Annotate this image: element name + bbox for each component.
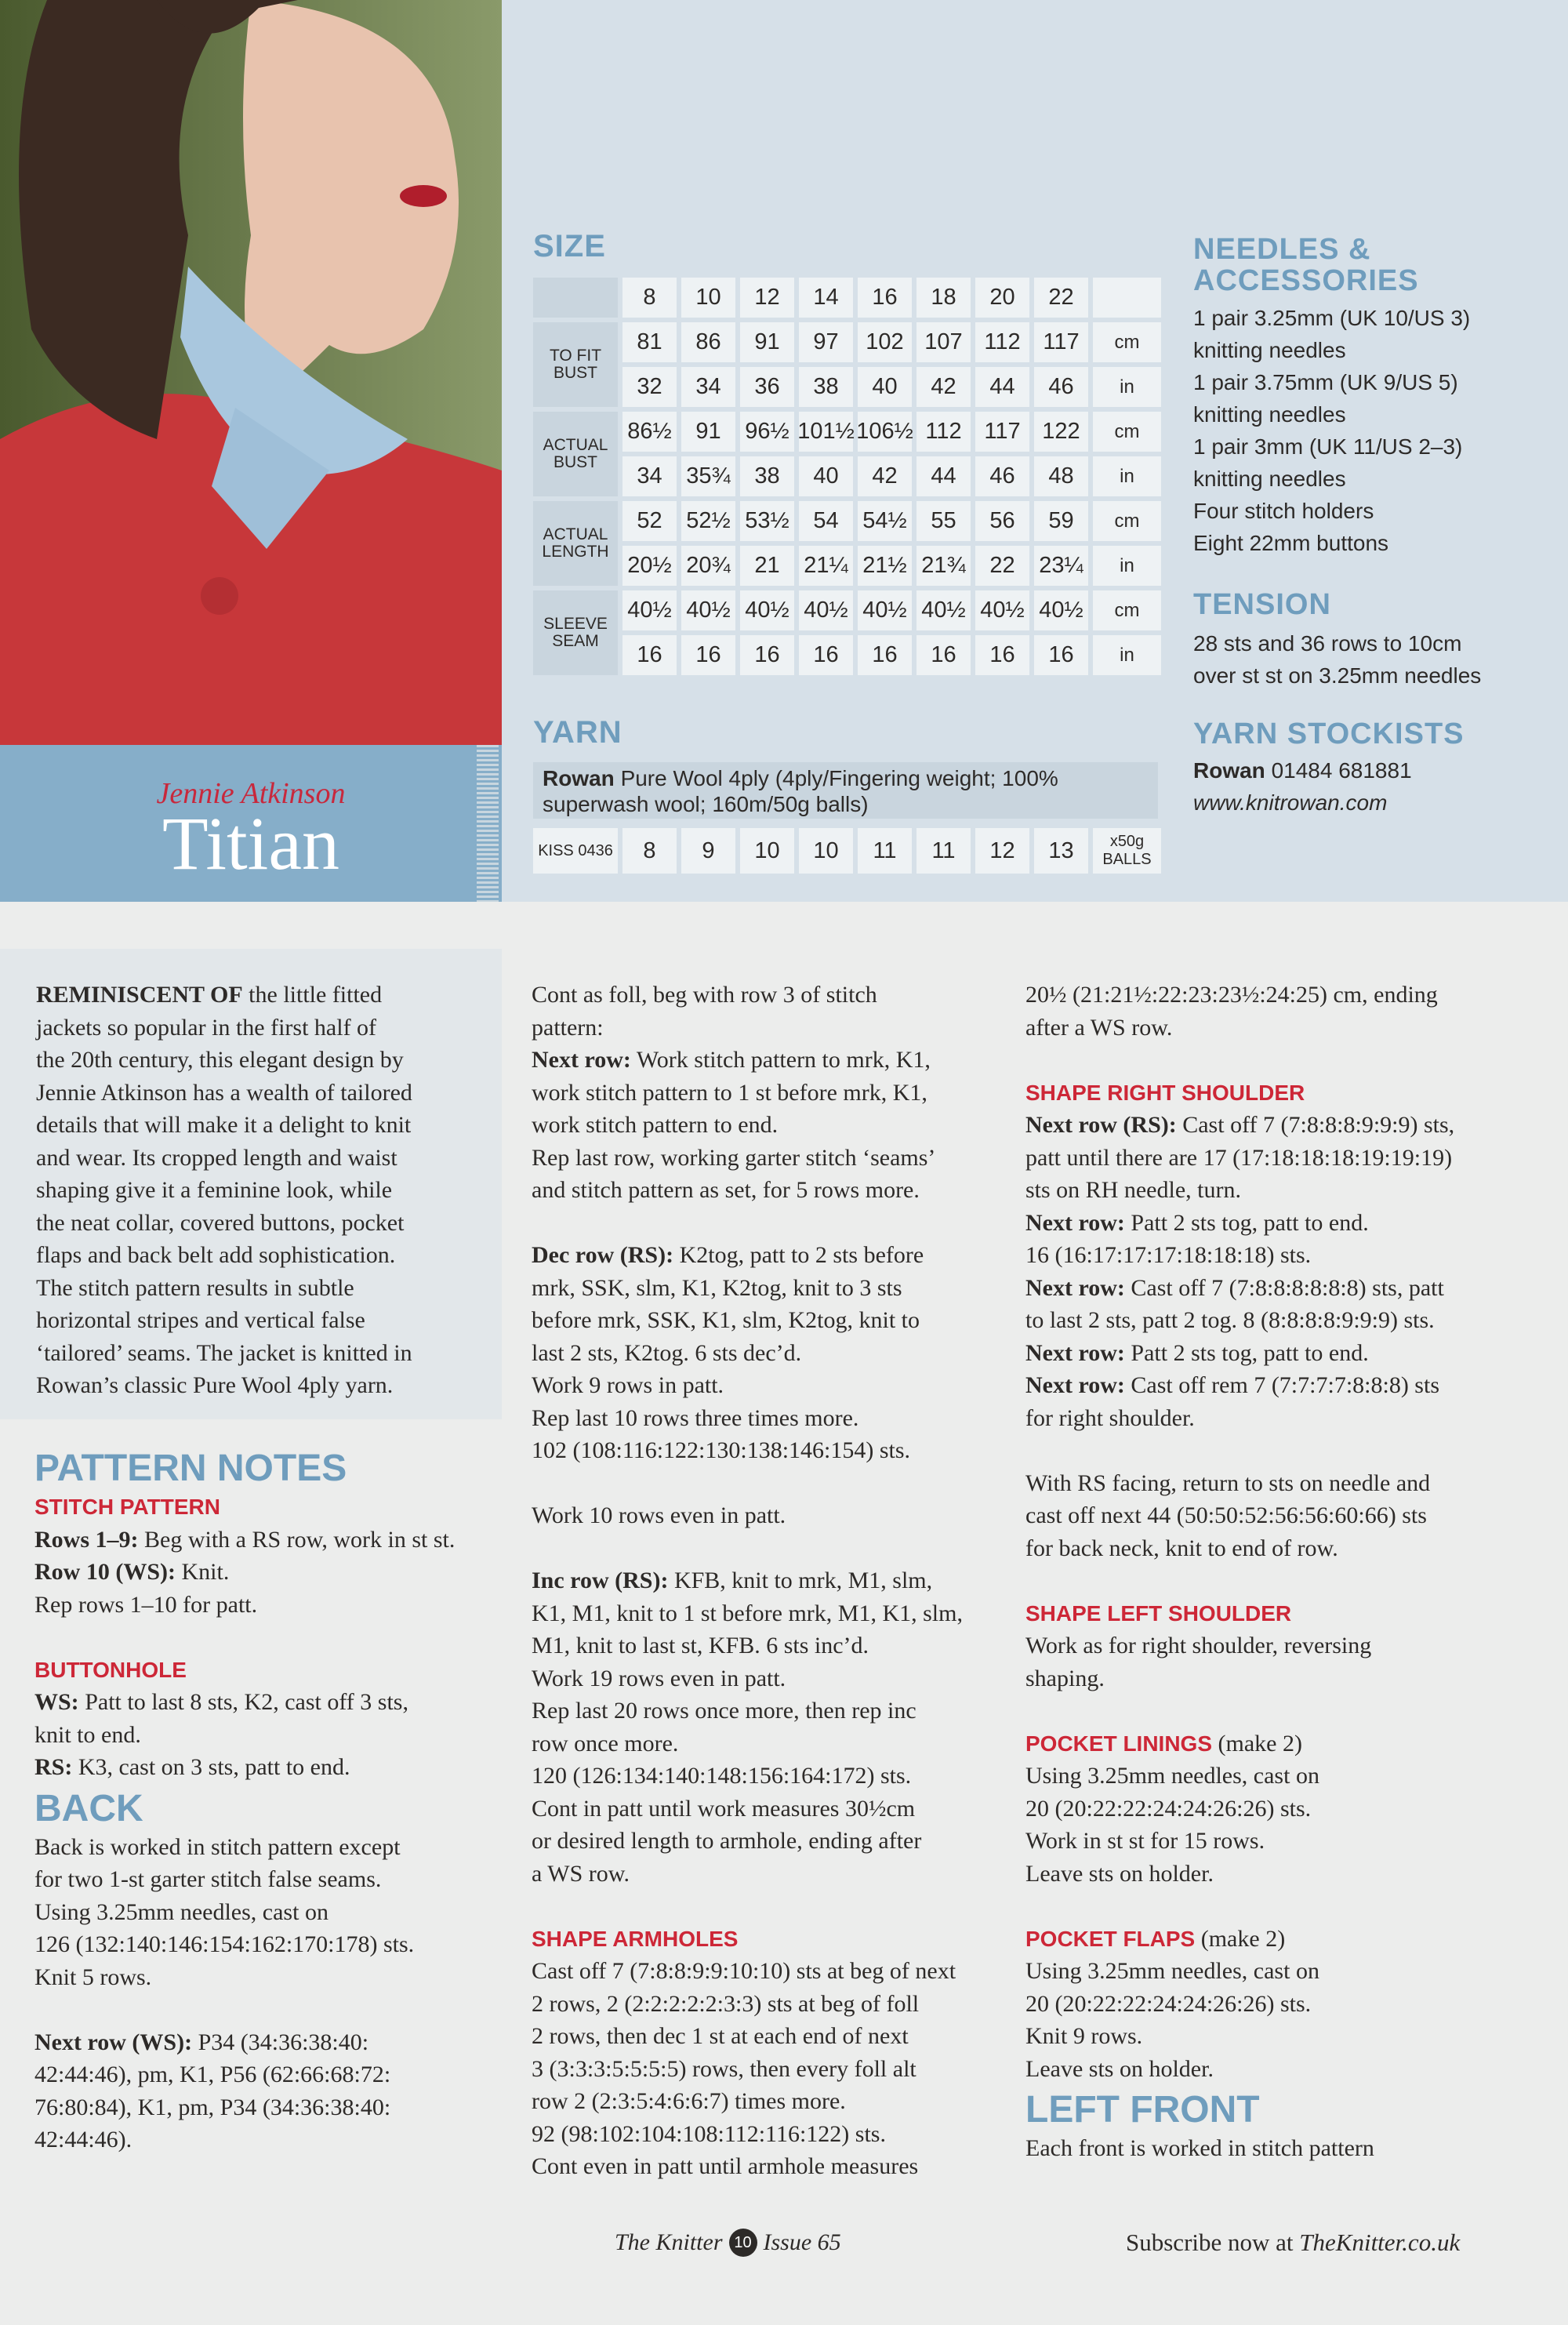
- issue-number: Issue 65: [763, 2229, 841, 2255]
- intro-line: the 20th century, this elegant design by: [36, 1047, 404, 1073]
- row-label: Dec row (RS):: [532, 1242, 674, 1268]
- ball-count: 12: [975, 828, 1029, 874]
- unit-label: in: [1093, 635, 1161, 675]
- row-label: Next row:: [532, 1047, 631, 1073]
- intro-line: shaping give it a feminine look, while: [36, 1177, 393, 1203]
- buttonhole-heading: BUTTONHOLE: [34, 1657, 187, 1682]
- measure-value: 20¾: [681, 546, 735, 586]
- size-header-row: [533, 278, 1164, 318]
- measure-value: 42: [916, 367, 971, 407]
- measure-value: 81: [622, 322, 677, 362]
- measure-value: 106½: [858, 412, 912, 452]
- measure-value: 16: [858, 635, 912, 675]
- instruction-line: shaping.: [1025, 1665, 1105, 1691]
- intro-line: ‘tailored’ seams. The jacket is knitted in: [36, 1339, 412, 1366]
- measure-value: 46: [1034, 367, 1088, 407]
- measure-value: 36: [740, 367, 794, 407]
- needles-heading: NEEDLES & ACCESSORIES: [1193, 233, 1419, 297]
- needle-item: Eight 22mm buttons: [1193, 531, 1389, 555]
- column-2: [532, 979, 1033, 2183]
- measure-value: 16: [799, 635, 853, 675]
- instruction-line: 3 (3:3:3:5:5:5:5) rows, then every foll alt: [532, 2055, 916, 2082]
- instruction-line: Rep last row, working garter stitch ‘seams’: [532, 1144, 936, 1171]
- measure-value: 44: [916, 456, 971, 496]
- instruction-line: 2 rows, then dec 1 st at each end of next: [532, 2023, 909, 2049]
- measure-value: 40½: [975, 590, 1029, 630]
- size-value: 18: [916, 278, 971, 318]
- size-value: 14: [799, 278, 853, 318]
- measure-value: 96½: [740, 412, 794, 452]
- measure-value: 16: [975, 635, 1029, 675]
- row-text: Cast off 7 (7:8:8:8:8:8:8) sts, patt: [1124, 1274, 1444, 1301]
- measure-value: 40½: [740, 590, 794, 630]
- tension-line: 28 sts and 36 rows to 10cm: [1193, 631, 1462, 656]
- row-label: Next row:: [1025, 1209, 1125, 1236]
- instruction-line: [532, 1044, 1033, 1077]
- instruction-line: Cast off 7 (7:8:8:9:9:10:10) sts at beg of next: [532, 1958, 956, 1984]
- row-label: Inc row (RS):: [532, 1568, 669, 1593]
- measure-value: 91: [681, 412, 735, 452]
- unit-label: cm: [1093, 501, 1161, 541]
- row-text: K3, cast on 3 sts, patt to end.: [72, 1754, 350, 1780]
- size-value: 16: [858, 278, 912, 318]
- intro-line: horizontal stripes and vertical false: [36, 1307, 365, 1333]
- instruction-line: Using 3.25mm needles, cast on: [1025, 1958, 1319, 1984]
- instruction-line: work stitch pattern to end.: [532, 1112, 779, 1138]
- intro-line: and wear. Its cropped length and waist: [36, 1144, 397, 1171]
- instruction-line: 42:44:46), pm, K1, P56 (62:66:68:72:: [34, 2062, 391, 2087]
- stitch-pattern-heading: STITCH PATTERN: [34, 1495, 220, 1519]
- instruction-line: for back neck, knit to end of row.: [1025, 1535, 1338, 1561]
- intro-line: Rowan’s classic Pure Wool 4ply yarn.: [36, 1372, 394, 1398]
- row-label: RS:: [34, 1754, 73, 1780]
- row-text: Cast off rem 7 (7:7:7:7:8:8:8) sts: [1124, 1372, 1439, 1398]
- measure-group: [533, 412, 1164, 496]
- measure-group: [533, 590, 1164, 675]
- instruction-line: Each front is worked in stitch pattern: [1025, 2135, 1374, 2161]
- magazine-name: The Knitter: [615, 2229, 723, 2255]
- measure-value: 21¾: [916, 546, 971, 586]
- ball-count: 10: [740, 828, 794, 874]
- measure-value: 16: [740, 635, 794, 675]
- instruction-line: [34, 1751, 505, 1784]
- unit-blank: [1093, 278, 1161, 318]
- size-value: 10: [681, 278, 735, 318]
- instruction-line: pattern:: [532, 1014, 604, 1041]
- measure-value: 40½: [1034, 590, 1088, 630]
- needle-item: 1 pair 3.75mm (UK 9/US 5): [1193, 370, 1458, 394]
- row-text: Beg with a RS row, work in st st.: [138, 1526, 456, 1553]
- left-front-heading: LEFT FRONT: [1025, 2089, 1260, 2131]
- measure-value: 40½: [916, 590, 971, 630]
- measure-value: 34: [681, 367, 735, 407]
- intro-line: details that will make it a delight to knit: [36, 1112, 412, 1138]
- instruction-line: [1025, 1369, 1559, 1402]
- measure-value: 16: [1034, 635, 1088, 675]
- measure-value: 20½: [622, 546, 677, 586]
- measure-value: 107: [916, 322, 971, 362]
- measure-value: 86: [681, 322, 735, 362]
- intro-line: The stitch pattern results in subtle: [36, 1274, 354, 1301]
- pocket-flaps-heading-line: [1025, 1923, 1559, 1956]
- stockist-website: www.knitrowan.com: [1193, 790, 1388, 815]
- instruction-line: Using 3.25mm needles, cast on: [34, 1898, 328, 1925]
- size-heading: SIZE: [533, 229, 606, 263]
- unit-label: in: [1093, 456, 1161, 496]
- column-3: [1025, 979, 1559, 2165]
- row-text: P34 (34:36:38:40:: [192, 2029, 369, 2055]
- measure-value: 53½: [740, 501, 794, 541]
- ball-count: 11: [858, 828, 912, 874]
- size-value: 20: [975, 278, 1029, 318]
- instruction-line: 92 (98:102:104:108:112:116:122) sts.: [532, 2120, 886, 2147]
- instruction-line: [1025, 1272, 1559, 1305]
- instruction-line: knit to end.: [34, 1721, 141, 1748]
- intro-line: Jennie Atkinson has a wealth of tailored: [36, 1079, 412, 1106]
- row-text: Patt to last 8 sts, K2, cast off 3 sts,: [78, 1689, 408, 1715]
- instruction-line: 20½ (21:21½:22:23:23½:24:25) cm, ending: [1025, 982, 1438, 1008]
- instruction-line: row 2 (2:3:5:4:6:6:7) times more.: [532, 2088, 846, 2114]
- instruction-line: [34, 1556, 505, 1589]
- measure-label: ACTUAL BUST: [533, 412, 618, 496]
- needle-item: 1 pair 3mm (UK 11/US 2–3): [1193, 434, 1463, 459]
- measure-value: 38: [799, 367, 853, 407]
- instruction-line: and stitch pattern as set, for 5 rows more.: [532, 1177, 920, 1203]
- instruction-line: after a WS row.: [1025, 1014, 1173, 1041]
- measure-value: 122: [1034, 412, 1088, 452]
- size-value: 8: [622, 278, 677, 318]
- yarn-quantity-row: [533, 828, 1164, 874]
- instruction-line: for right shoulder.: [1025, 1404, 1195, 1431]
- instruction-line: [34, 1524, 505, 1557]
- measure-value: 55: [916, 501, 971, 541]
- row-label: Row 10 (WS):: [34, 1559, 176, 1585]
- instruction-line: Work in st st for 15 rows.: [1025, 1828, 1265, 1854]
- measure-value: 34: [622, 456, 677, 496]
- size-value: 12: [740, 278, 794, 318]
- row-label: Next row:: [1025, 1339, 1125, 1366]
- pocket-flaps-heading: POCKET FLAPS: [1025, 1926, 1196, 1951]
- instruction-line: 20 (20:22:22:24:24:26:26) sts.: [1025, 1795, 1312, 1822]
- instruction-line: Rep last 20 rows once more, then rep inc: [532, 1698, 916, 1724]
- measure-value: 22: [975, 546, 1029, 586]
- instruction-line: [1025, 1207, 1559, 1240]
- instruction-line: mrk, SSK, slm, K1, K2tog, knit to 3 sts: [532, 1274, 902, 1301]
- subscribe-site[interactable]: TheKnitter.co.uk: [1299, 2229, 1461, 2256]
- measure-value: 16: [622, 635, 677, 675]
- row-text: Patt 2 sts tog, patt to end.: [1124, 1339, 1369, 1366]
- instruction-line: [34, 2026, 505, 2059]
- measure-value: 32: [622, 367, 677, 407]
- yarn-spec: Pure Wool 4ply (4ply/Fingering weight; 100% superwash wool; 160m/50g balls): [543, 766, 1058, 816]
- row-label: WS:: [34, 1689, 79, 1715]
- instruction-line: Cont in patt until work measures 30½cm: [532, 1795, 916, 1822]
- instruction-line: before mrk, SSK, K1, slm, K2tog, knit to: [532, 1307, 920, 1333]
- ball-count: 8: [622, 828, 677, 874]
- shape-right-shoulder-heading: SHAPE RIGHT SHOULDER: [1025, 1080, 1305, 1105]
- measure-group: [533, 322, 1164, 407]
- yarn-description: [533, 762, 1158, 819]
- measure-value: 44: [975, 367, 1029, 407]
- measure-value: 23¼: [1034, 546, 1088, 586]
- instruction-line: Rep last 10 rows three times more.: [532, 1404, 859, 1431]
- measure-value: 52½: [681, 501, 735, 541]
- back-heading: BACK: [34, 1787, 143, 1829]
- instruction-line: With RS facing, return to sts on needle and: [1025, 1469, 1431, 1496]
- stockists-text: [1193, 754, 1554, 819]
- measure-value: 38: [740, 456, 794, 496]
- instruction-line: 120 (126:134:140:148:156:164:172) sts.: [532, 1763, 912, 1789]
- pocket-linings-heading: POCKET LININGS: [1025, 1731, 1213, 1756]
- instruction-line: Leave sts on holder.: [1025, 1860, 1214, 1887]
- intro-lead: REMINISCENT OF: [36, 982, 243, 1008]
- stockists-heading: YARN STOCKISTS: [1193, 717, 1465, 750]
- needle-item: knitting needles: [1193, 402, 1346, 427]
- shape-armholes-heading: SHAPE ARMHOLES: [532, 1926, 739, 1951]
- tension-line: over st st on 3.25mm needles: [1193, 663, 1482, 688]
- measure-value: 86½: [622, 412, 677, 452]
- row-label: Next row (WS):: [34, 2029, 193, 2055]
- make-count: (make 2): [1212, 1730, 1302, 1756]
- pattern-title: Titian: [162, 801, 339, 885]
- ball-count: 13: [1034, 828, 1088, 874]
- shape-left-shoulder-heading: SHAPE LEFT SHOULDER: [1025, 1600, 1292, 1626]
- instruction-line: Knit 5 rows.: [34, 1964, 152, 1990]
- needle-item: knitting needles: [1193, 467, 1346, 491]
- pocket-linings-heading-line: [1025, 1727, 1559, 1760]
- unit-label: cm: [1093, 322, 1161, 362]
- pattern-notes-heading: PATTERN NOTES: [34, 1448, 347, 1489]
- unit-label: cm: [1093, 412, 1161, 452]
- measure-value: 35¾: [681, 456, 735, 496]
- row-label: Next row (RS):: [1025, 1112, 1177, 1138]
- stockist-brand: Rowan: [1193, 758, 1265, 783]
- instruction-line: 126 (132:140:146:154:162:170:178) sts.: [34, 1931, 415, 1957]
- measure-label: TO FIT BUST: [533, 322, 618, 407]
- intro-line: the little fitted: [249, 982, 383, 1008]
- unit-label: in: [1093, 367, 1161, 407]
- instruction-line: K1, M1, knit to 1 st before mrk, M1, K1, slm,: [532, 1600, 963, 1626]
- measure-value: 42: [858, 456, 912, 496]
- unit-label: in: [1093, 546, 1161, 586]
- instruction-line: to last 2 sts, patt 2 tog. 8 (8:8:8:8:9:9:9) sts.: [1025, 1307, 1435, 1333]
- designer-name: Jennie Atkinson: [156, 777, 346, 810]
- instruction-line: Work 19 rows even in patt.: [532, 1665, 786, 1691]
- measure-group: [533, 501, 1164, 586]
- intro-text: [36, 979, 491, 1402]
- instruction-line: cast off next 44 (50:50:52:56:56:60:66) sts: [1025, 1502, 1427, 1528]
- instruction-line: Back is worked in stitch pattern except: [34, 1833, 401, 1860]
- ball-unit: x50g BALLS: [1093, 828, 1161, 874]
- instruction-line: Leave sts on holder.: [1025, 2055, 1214, 2082]
- measure-value: 21½: [858, 546, 912, 586]
- measure-value: 102: [858, 322, 912, 362]
- row-text: Knit.: [176, 1559, 230, 1585]
- instruction-line: Work 10 rows even in patt.: [532, 1502, 786, 1528]
- size-corner: [533, 278, 618, 318]
- instruction-line: [1025, 1109, 1559, 1142]
- yarn-brand: Rowan: [543, 766, 615, 790]
- tension-heading: TENSION: [1193, 588, 1331, 621]
- measure-value: 56: [975, 501, 1029, 541]
- instruction-line: Cont as foll, beg with row 3 of stitch: [532, 982, 877, 1008]
- instruction-line: [532, 1564, 1033, 1597]
- needle-item: Four stitch holders: [1193, 499, 1374, 523]
- measure-value: 112: [916, 412, 971, 452]
- instruction-line: [532, 1239, 1033, 1272]
- row-text: Patt 2 sts tog, patt to end.: [1124, 1209, 1369, 1236]
- measure-value: 52: [622, 501, 677, 541]
- measure-value: 21¼: [799, 546, 853, 586]
- instruction-line: 42:44:46).: [34, 2127, 132, 2152]
- measure-value: 117: [1034, 322, 1088, 362]
- ball-count: 11: [916, 828, 971, 874]
- instruction-line: work stitch pattern to 1 st before mrk, K1,: [532, 1079, 927, 1106]
- measure-value: 101½: [799, 412, 853, 452]
- instruction-line: [1025, 1337, 1559, 1370]
- make-count: (make 2): [1195, 1925, 1286, 1952]
- measure-value: 40½: [622, 590, 677, 630]
- size-table: [533, 278, 1164, 680]
- measure-value: 40: [858, 367, 912, 407]
- measure-value: 40½: [799, 590, 853, 630]
- column-1: [34, 1447, 505, 2156]
- instruction-line: 102 (108:116:122:130:138:146:154) sts.: [532, 1437, 911, 1463]
- intro-line: jackets so popular in the first half of: [36, 1014, 377, 1041]
- measure-value: 40½: [681, 590, 735, 630]
- page-number: 10: [729, 2229, 757, 2257]
- instruction-line: row once more.: [532, 1730, 679, 1756]
- model-photo: [0, 0, 502, 745]
- instruction-line: Using 3.25mm needles, cast on: [1025, 1763, 1319, 1789]
- instruction-line: 76:80:84), K1, pm, P34 (34:36:38:40:: [34, 2094, 391, 2120]
- instruction-line: Rep rows 1–10 for patt.: [34, 1591, 258, 1618]
- yarn-heading: YARN: [533, 715, 622, 750]
- needle-item: knitting needles: [1193, 338, 1346, 362]
- instruction-line: Work 9 rows in patt.: [532, 1372, 724, 1398]
- instruction-line: [34, 1686, 505, 1719]
- measure-value: 16: [681, 635, 735, 675]
- instruction-line: Work as for right shoulder, reversing: [1025, 1633, 1372, 1658]
- row-label: Next row:: [1025, 1372, 1125, 1398]
- measure-value: 54: [799, 501, 853, 541]
- measure-value: 112: [975, 322, 1029, 362]
- measure-label: ACTUAL LENGTH: [533, 501, 618, 586]
- instruction-line: M1, knit to last st, KFB. 6 sts inc’d.: [532, 1633, 869, 1658]
- size-value: 22: [1034, 278, 1088, 318]
- instruction-line: 20 (20:22:22:24:24:26:26) sts.: [1025, 1990, 1312, 2017]
- measure-value: 59: [1034, 501, 1088, 541]
- instruction-line: Knit 9 rows.: [1025, 2023, 1143, 2049]
- measure-value: 117: [975, 412, 1029, 452]
- ball-count: 10: [799, 828, 853, 874]
- footer-subscribe: [1126, 2229, 1460, 2257]
- measure-value: 54½: [858, 501, 912, 541]
- measure-label: SLEEVE SEAM: [533, 590, 618, 675]
- instruction-line: last 2 sts, K2tog. 6 sts dec’d.: [532, 1339, 802, 1366]
- measure-value: 40½: [858, 590, 912, 630]
- stockist-phone: 01484 681881: [1271, 758, 1412, 783]
- needles-list: [1193, 302, 1554, 559]
- measure-value: 21: [740, 546, 794, 586]
- instruction-line: patt until there are 17 (17:18:18:18:19:19:19): [1025, 1144, 1453, 1171]
- intro-line: flaps and back belt add sophistication.: [36, 1242, 396, 1268]
- intro-line: the neat collar, covered buttons, pocket: [36, 1209, 405, 1236]
- subscribe-text: Subscribe now at: [1126, 2229, 1294, 2256]
- ball-count: 9: [681, 828, 735, 874]
- row-label: Rows 1–9:: [34, 1526, 139, 1553]
- row-text: KFB, knit to mrk, M1, slm,: [668, 1568, 933, 1593]
- tension-text: [1193, 627, 1554, 692]
- measure-value: 46: [975, 456, 1029, 496]
- instruction-line: 16 (16:17:17:17:18:18:18) sts.: [1025, 1242, 1312, 1268]
- instruction-line: a WS row.: [532, 1860, 630, 1887]
- needle-item: 1 pair 3.25mm (UK 10/US 3): [1193, 306, 1471, 330]
- instruction-line: Cont even in patt until armhole measures: [532, 2153, 919, 2179]
- instruction-line: or desired length to armhole, ending after: [532, 1828, 922, 1854]
- unit-label: cm: [1093, 590, 1161, 630]
- measure-value: 40: [799, 456, 853, 496]
- measure-value: 97: [799, 322, 853, 362]
- row-label: Next row:: [1025, 1274, 1125, 1301]
- instruction-line: 2 rows, 2 (2:2:2:2:2:3:3) sts at beg of foll: [532, 1990, 920, 2017]
- measure-value: 16: [916, 635, 971, 675]
- row-text: K2tog, patt to 2 sts before: [673, 1242, 924, 1268]
- footer-issue: [615, 2229, 841, 2257]
- instruction-line: sts on RH needle, turn.: [1025, 1177, 1241, 1203]
- row-text: Work stitch pattern to mrk, K1,: [630, 1047, 931, 1073]
- measure-value: 48: [1034, 456, 1088, 496]
- instruction-line: for two 1-st garter stitch false seams.: [34, 1866, 382, 1892]
- measure-value: 91: [740, 322, 794, 362]
- yarn-shade: KISS 0436: [533, 828, 618, 874]
- row-text: Cast off 7 (7:8:8:8:9:9:9) sts,: [1176, 1112, 1455, 1138]
